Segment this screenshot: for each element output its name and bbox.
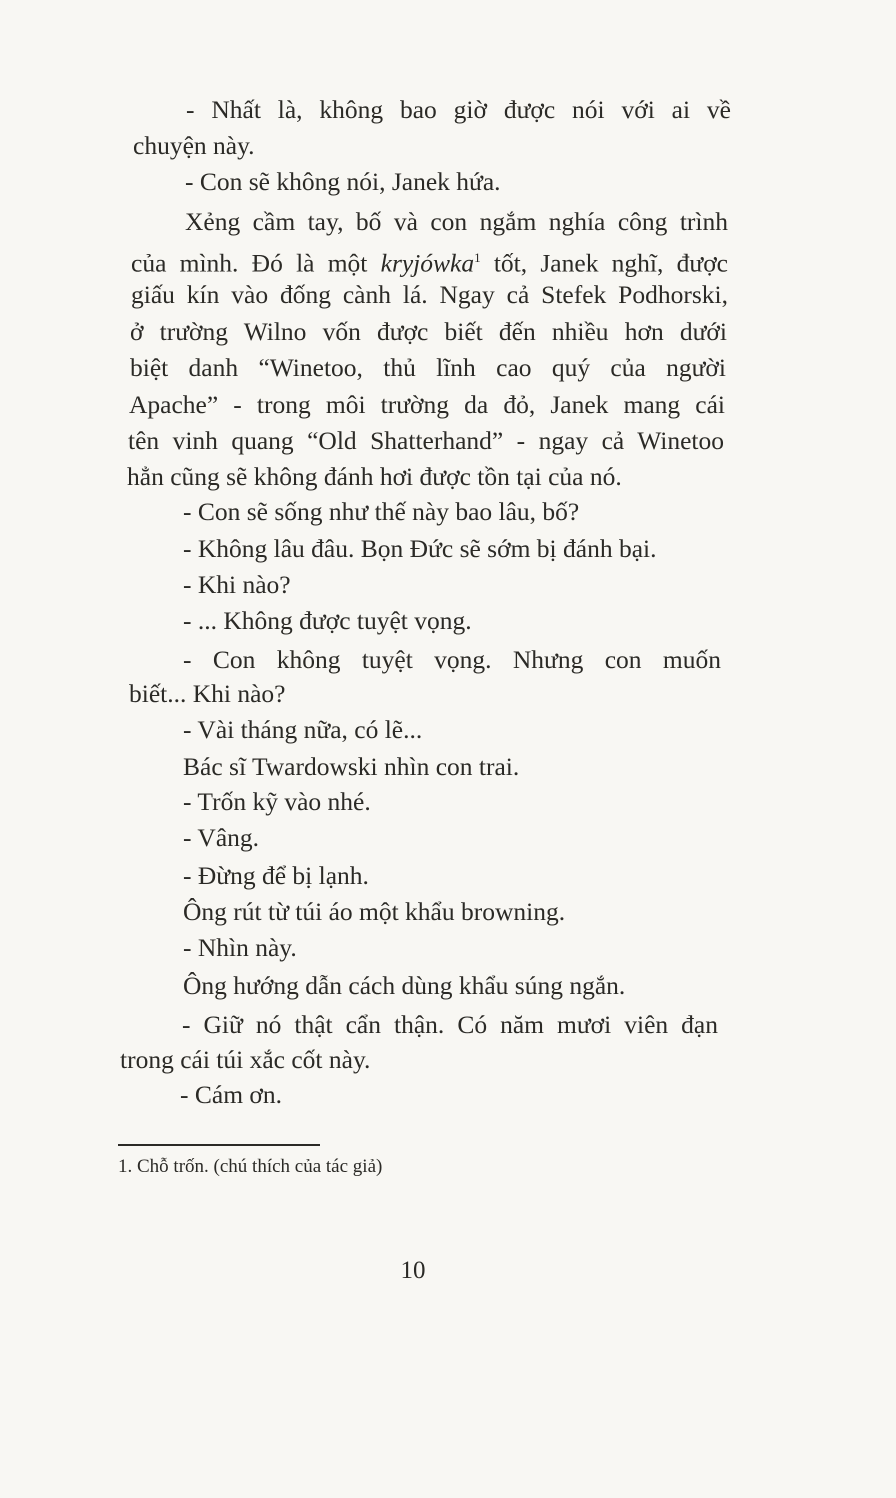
text-line: - Con sẽ không nói, Janek hứa. [185, 167, 501, 196]
text-line: Apache” - trong môi trường da đỏ, Janek mang cái [129, 390, 725, 419]
text-span: của mình. Đó là một [131, 248, 381, 278]
text-line: Ông rút từ túi áo một khẩu browning. [183, 897, 566, 926]
text-line: - Cám ơn. [180, 1080, 283, 1109]
text-line: giấu kín vào đống cành lá. Ngay cả Stefek Podhorski, [131, 280, 728, 309]
text-line [131, 243, 729, 278]
text-line: - Nhìn này. [183, 933, 297, 962]
text-line: biết... Khi nào? [129, 679, 286, 708]
text-line: - Khi nào? [183, 570, 291, 599]
page-number: 10 [400, 1257, 426, 1284]
text-line: - Không lâu đâu. Bọn Đức sẽ sớm bị đánh bại. [183, 534, 657, 563]
text-line: - Con sẽ sống như thế này bao lâu, bố? [183, 497, 580, 526]
text-line: chuyện này. [133, 131, 255, 160]
text-line: - Nhất là, không bao giờ được nói với ai về [186, 95, 731, 124]
text-line: - Đừng để bị lạnh. [183, 861, 369, 890]
text-line: - Trốn kỹ vào nhé. [183, 787, 371, 816]
text-line: Xẻng cầm tay, bố và con ngắm nghía công trình [185, 207, 728, 236]
text-line: - Vâng. [183, 823, 260, 852]
text-line: Ông hướng dẫn cách dùng khẩu súng ngắn. [183, 971, 626, 1000]
text-line: ở trường Wilno vốn được biết đến nhiều hơn dưới [130, 317, 727, 346]
text-line: - Con không tuyệt vọng. Nhưng con muốn [183, 645, 721, 674]
text-line: - Vài tháng nữa, có lẽ... [183, 715, 423, 744]
footnote: 1. Chỗ trốn. (chú thích của tác giả) [118, 1156, 383, 1177]
text-line: trong cái túi xắc cốt này. [120, 1045, 371, 1074]
footnote-ref[interactable]: 1 [474, 250, 481, 265]
text-line: tên vinh quang “Old Shatterhand” - ngay cả Winetoo [128, 426, 724, 455]
text-line: - ... Không được tuyệt vọng. [183, 606, 472, 635]
text-line: Bác sĩ Twardowski nhìn con trai. [183, 752, 520, 781]
italic-term: kryjówka [380, 248, 475, 278]
text-line: biệt danh “Winetoo, thủ lĩnh cao quý của người [130, 353, 726, 382]
text-line: - Giữ nó thật cẩn thận. Có năm mươi viên đạn [182, 1010, 718, 1039]
text-span: tốt, Janek nghĩ, được [480, 248, 729, 278]
text-line: hẳn cũng sẽ không đánh hơi được tồn tại của nó. [127, 462, 622, 491]
footnote-divider [118, 1144, 320, 1146]
